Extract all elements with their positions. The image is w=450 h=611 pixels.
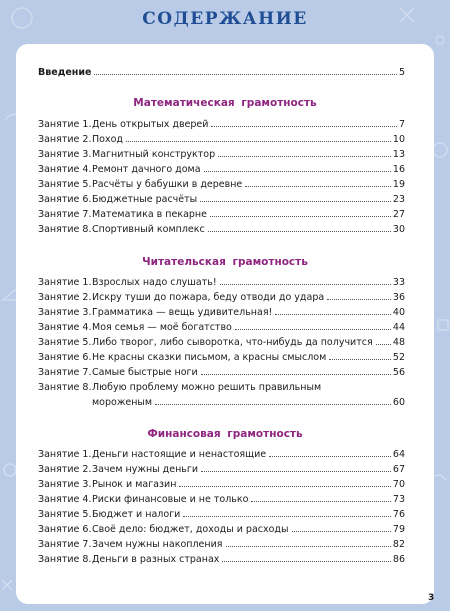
toc-leader-dots [183,515,391,517]
toc-page-number: 10 [392,134,405,145]
toc-item-number: Занятие 2. [38,292,92,303]
toc-item-number: Занятие 3. [38,149,92,160]
toc-leader-dots [220,283,391,285]
toc-item [38,366,405,380]
toc-item-title: Рынок и магазин [92,479,177,490]
toc-page-number: 5 [398,67,405,78]
toc-item [38,133,405,147]
toc-page-number: 64 [392,449,405,460]
toc-page-number: 70 [392,479,405,490]
toc-item-number: Занятие 4. [38,164,92,175]
toc-item-number: Занятие 1. [38,449,92,460]
toc-page-number: 52 [392,352,405,363]
toc-item [38,291,405,305]
toc-page-number: 44 [392,322,405,333]
toc-page-number: 7 [398,119,405,130]
toc-item-title: Магнитный конструктор [92,149,216,160]
toc-item [38,336,405,350]
toc-page-number: 16 [392,164,405,175]
toc-item-title: Взрослых надо слушать! [92,277,217,288]
toc-item-number: Занятие 7. [38,367,92,378]
section-title-math: Математическая грамотность [133,97,317,109]
toc-item [38,523,405,537]
toc-leader-dots [376,343,391,345]
toc-page-number: 67 [392,464,405,475]
toc-leader-dots [292,530,391,532]
toc-item-number: Занятие 5. [38,179,92,190]
toc-item-title: Не красны сказки письмом, а красны смыслом [92,352,327,363]
toc-item-title: Зачем нужны деньги [92,464,199,475]
toc-page-number: 40 [392,307,405,318]
toc-item [38,193,405,207]
toc-leader-dots [126,140,391,142]
toc-item-title: Грамматика — вещь удивительная! [92,307,273,318]
toc-intro-label: Введение [38,67,92,78]
toc-item-number: Занятие 8. [38,382,92,393]
toc-item [38,538,405,552]
toc-item-title: Зачем нужны накопления [92,539,223,550]
toc-item-title: Либо творог, либо сыворотка, что-нибудь да получится [92,337,373,348]
toc-item-number: Занятие 3. [38,307,92,318]
toc-page-number: 56 [392,367,405,378]
toc-leader-dots [200,200,391,202]
toc-item-title-continuation: мороженым [92,397,153,408]
toc-page-number: 48 [392,337,405,348]
toc-leader-dots [179,485,390,487]
toc-item-title: Математика в пекарне [92,209,207,220]
toc-item-number: Занятие 3. [38,479,92,490]
toc-page-number: 30 [392,224,405,235]
toc-item-title: Расчёты у бабушки в деревне [92,179,243,190]
toc-item-number: Занятие 5. [38,337,92,348]
toc-item-title: Риски финансовые и не только [92,494,249,505]
toc-item-number: Занятие 7. [38,209,92,220]
toc-item-number: Занятие 8. [38,554,92,565]
toc-item-title: Любую проблему можно решить правильным [92,382,322,393]
toc-item [38,351,405,365]
toc-item-number: Занятие 4. [38,494,92,505]
toc-item [38,208,405,222]
toc-item-continuation [38,396,405,410]
toc-item-title: День открытых дверей [92,119,209,130]
toc-item-title: Деньги настоящие и ненастоящие [92,449,267,460]
toc-page-number: 19 [392,179,405,190]
toc-item-title: Моя семья — моё богатство [92,322,232,333]
toc-leader-dots [201,373,391,375]
toc-leader-dots [210,215,391,217]
toc-leader-dots [211,125,397,127]
toc-item [38,463,405,477]
toc-page-number: 27 [392,209,405,220]
toc-leader-dots [208,230,391,232]
toc-item-title: Искру туши до пожара, беду отводи до удара [92,292,325,303]
toc-item [38,118,405,132]
toc-item [38,223,405,237]
toc-item-title: Самые быстрые ноги [92,367,198,378]
toc-item [38,306,405,320]
toc-leader-dots [275,313,391,315]
toc-leader-dots [155,403,391,405]
toc-item [38,493,405,507]
section-title-finance: Финансовая грамотность [147,428,303,440]
toc-page-number: 79 [392,524,405,535]
toc-leader-dots [226,545,391,547]
toc-item [38,163,405,177]
toc-leader-dots [201,470,391,472]
toc-item-number: Занятие 7. [38,539,92,550]
toc-leader-dots [235,328,391,330]
toc-page-number: 76 [392,509,405,520]
toc-item-number: Занятие 4. [38,322,92,333]
toc-page-number: 23 [392,194,405,205]
toc-item [38,448,405,462]
toc-leader-dots [269,455,391,457]
toc-leader-dots [329,358,391,360]
toc-item [38,148,405,162]
toc-page-number: 73 [392,494,405,505]
toc-leader-dots [222,560,391,562]
toc-page-number: 33 [392,277,405,288]
toc-page-number: 82 [392,539,405,550]
page-number: 3 [428,593,435,603]
toc-item-number: Занятие 5. [38,509,92,520]
toc-page-number: 36 [392,292,405,303]
toc-item-title: Спортивный комплекс [92,224,205,235]
page-title: СОДЕРЖАНИЕ [142,9,308,29]
toc-item [38,178,405,192]
toc-item-title: Деньги в разных странах [92,554,220,565]
toc-leader-dots [251,500,390,502]
toc-item-title: Бюджет и налоги [92,509,181,520]
toc-item-title: Своё дело: бюджет, доходы и расходы [92,524,289,535]
toc-item [38,381,405,395]
toc-item-number: Занятие 1. [38,119,92,130]
toc-page-number: 86 [392,554,405,565]
toc-leader-dots [94,73,396,75]
section-title-reading: Читательская грамотность [142,256,308,268]
toc-item-title: Ремонт дачного дома [92,164,201,175]
toc-item-number: Занятие 2. [38,464,92,475]
toc-item-number: Занятие 1. [38,277,92,288]
toc-item-number: Занятие 6. [38,352,92,363]
toc-leader-dots [204,170,391,172]
toc-page-number: 60 [392,397,405,408]
toc-leader-dots [327,298,391,300]
toc-item [38,321,405,335]
toc-item [38,553,405,567]
toc-intro [38,66,405,80]
toc-item [38,478,405,492]
toc-leader-dots [245,185,391,187]
toc-leader-dots [218,155,391,157]
toc-item [38,276,405,290]
toc-item-number: Занятие 6. [38,524,92,535]
toc-item-number: Занятие 6. [38,194,92,205]
toc-item-title: Бюджетные расчёты [92,194,198,205]
toc-page-number: 13 [392,149,405,160]
toc-item-number: Занятие 2. [38,134,92,145]
toc-item [38,508,405,522]
toc-item-title: Поход [92,134,123,145]
toc-item-number: Занятие 8. [38,224,92,235]
